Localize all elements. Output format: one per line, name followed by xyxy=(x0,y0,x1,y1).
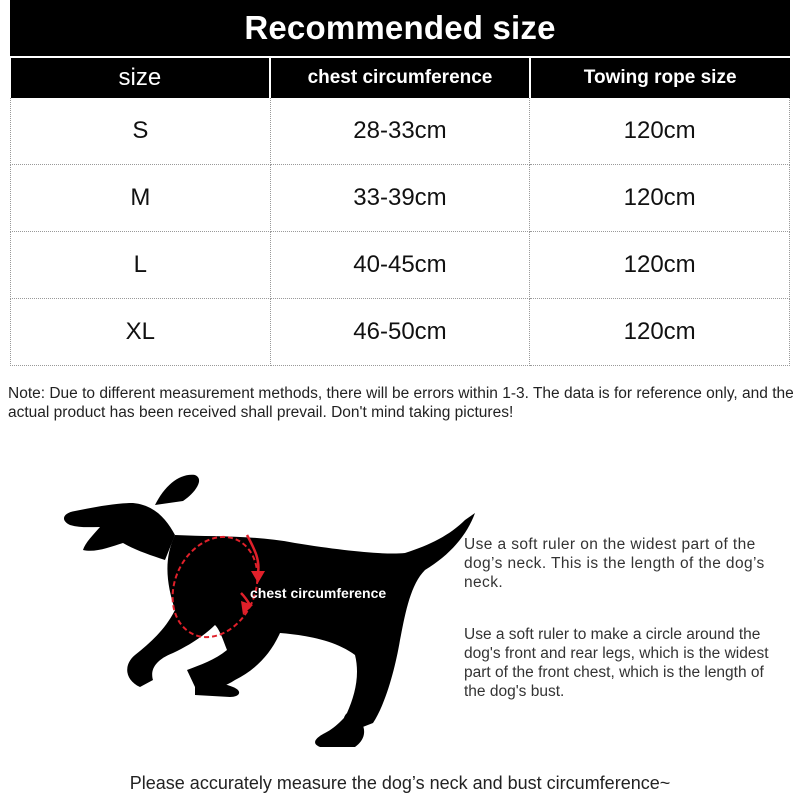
footer-text: Please accurately measure the dog’s neck and bust circumference~ xyxy=(129,773,671,793)
chest-circumference-label: chest circumference xyxy=(250,585,387,601)
dog-silhouette-icon xyxy=(64,475,475,747)
page-title: Recommended size xyxy=(10,0,790,56)
cell-rope: 120cm xyxy=(530,299,790,366)
cell-chest: 40-45cm xyxy=(270,232,530,299)
cell-rope: 120cm xyxy=(530,232,790,299)
cell-size: S xyxy=(11,98,271,165)
column-header-rope: Towing rope size xyxy=(530,58,790,98)
dog-diagram xyxy=(55,465,485,755)
cell-rope: 120cm xyxy=(530,165,790,232)
cell-rope: 120cm xyxy=(530,98,790,165)
cell-chest: 28-33cm xyxy=(270,98,530,165)
measurement-note: Note: Due to different measurement methods, there will be errors within 1-3. The data is for reference only, and the actual product has been received shall prevail. Don't mind taking pictures! xyxy=(8,385,794,421)
cell-chest: 33-39cm xyxy=(270,165,530,232)
table-row xyxy=(11,98,790,165)
chest-instruction: Use a soft ruler to make a circle around the dog's front and rear legs, which is the widest part of the front chest, which is the length of the dog's bust. xyxy=(464,626,769,700)
cell-chest: 46-50cm xyxy=(270,299,530,366)
cell-size: L xyxy=(11,232,271,299)
cell-size: XL xyxy=(11,299,271,366)
column-header-chest: chest circumference xyxy=(270,58,530,98)
table-row xyxy=(11,232,790,299)
table-row xyxy=(11,165,790,232)
cell-size: M xyxy=(11,165,271,232)
table-header-row xyxy=(11,58,790,98)
table-row xyxy=(11,299,790,366)
neck-instruction: Use a soft ruler on the widest part of the dog’s neck. This is the length of the dog’s neck. xyxy=(464,536,765,591)
column-header-size: size xyxy=(11,58,271,98)
size-chart-table xyxy=(10,58,790,366)
